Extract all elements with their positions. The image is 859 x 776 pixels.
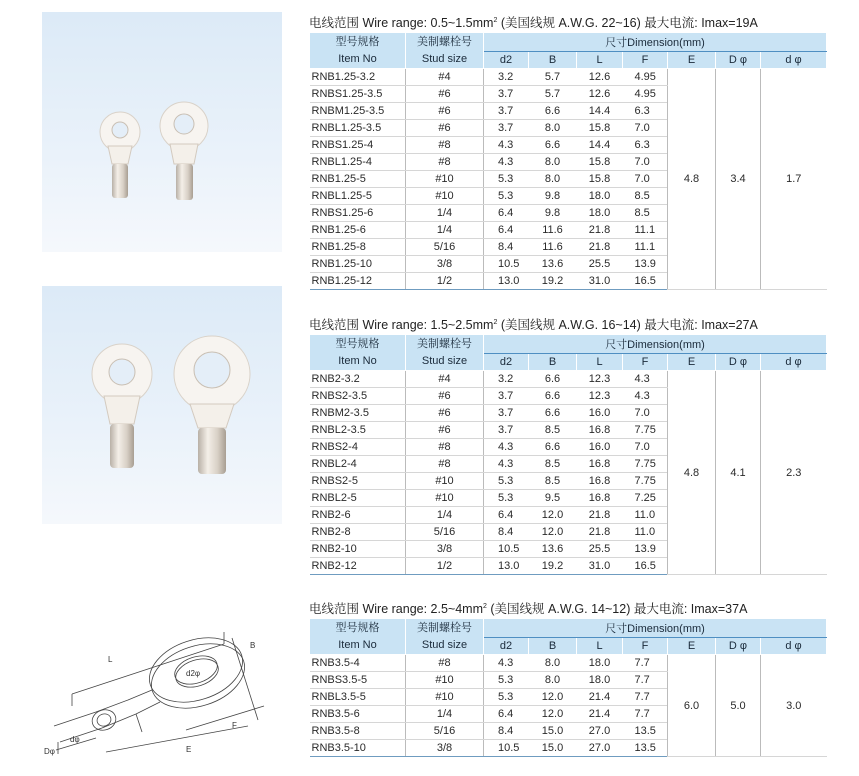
cell-e: 4.8 xyxy=(668,69,716,290)
cell-d2: 4.3 xyxy=(484,137,529,154)
diagram-label-dphi: dφ xyxy=(70,735,80,744)
diagram-label-Dphi: Dφ xyxy=(44,747,55,756)
table-row xyxy=(310,371,827,388)
cell-item-no: RNBS1.25-6 xyxy=(310,205,406,222)
cell-f: 7.7 xyxy=(623,706,668,723)
section-title: 电线范围 Wire range: $2.5\sim 4mm^2$ (美国线规 A.W.G. 14~12) 最大电流: Imax=37A xyxy=(309,602,748,617)
cell-item-no: RNB1.25-8 xyxy=(310,239,406,256)
header-D: D φ xyxy=(716,638,761,655)
header-dphi: d φ xyxy=(761,52,827,69)
cell-stud-size: #6 xyxy=(406,120,484,137)
header-stud-size: 美制螺栓号 Stud size xyxy=(406,335,484,371)
cell-f: 7.0 xyxy=(623,154,668,171)
cell-d2: 13.0 xyxy=(484,558,529,575)
cell-l: 21.4 xyxy=(577,706,623,723)
cell-b: 19.2 xyxy=(529,558,577,575)
cell-b: 15.0 xyxy=(529,740,577,757)
cell-f: 7.75 xyxy=(623,456,668,473)
header-b: B xyxy=(529,638,577,655)
cell-f: 6.3 xyxy=(623,103,668,120)
cell-stud-size: 1/4 xyxy=(406,706,484,723)
cell-D-phi: 5.0 xyxy=(716,655,761,757)
cell-f: 7.0 xyxy=(623,405,668,422)
cell-b: 6.6 xyxy=(529,371,577,388)
cell-stud-size: #6 xyxy=(406,422,484,439)
header-b: B xyxy=(529,52,577,69)
cell-f: 7.7 xyxy=(623,655,668,672)
cell-stud-size: #4 xyxy=(406,69,484,86)
cell-item-no: RNB1.25-10 xyxy=(310,256,406,273)
header-b: B xyxy=(529,354,577,371)
cell-d2: 6.4 xyxy=(484,507,529,524)
cell-d2: 5.3 xyxy=(484,689,529,706)
cell-stud-size: 1/4 xyxy=(406,222,484,239)
header-dphi: d φ xyxy=(761,354,827,371)
cell-d2: 3.7 xyxy=(484,86,529,103)
cell-d2: 4.3 xyxy=(484,655,529,672)
cell-stud-size: #8 xyxy=(406,137,484,154)
cell-l: 21.8 xyxy=(577,222,623,239)
cell-D-phi: 4.1 xyxy=(716,371,761,575)
cell-e: 4.8 xyxy=(668,371,716,575)
cell-l: 31.0 xyxy=(577,273,623,290)
cell-f: 4.3 xyxy=(623,388,668,405)
cell-l: 16.0 xyxy=(577,405,623,422)
cell-f: 16.5 xyxy=(623,558,668,575)
cell-stud-size: #8 xyxy=(406,439,484,456)
cell-b: 9.5 xyxy=(529,490,577,507)
cell-f: 13.5 xyxy=(623,740,668,757)
cell-stud-size: #8 xyxy=(406,456,484,473)
cell-l: 14.4 xyxy=(577,137,623,154)
cell-stud-size: 5/16 xyxy=(406,524,484,541)
cell-d2: 10.5 xyxy=(484,256,529,273)
cell-item-no: RNB3.5-8 xyxy=(310,723,406,740)
cell-l: 25.5 xyxy=(577,256,623,273)
cell-b: 13.6 xyxy=(529,541,577,558)
cell-item-no: RNBS2-5 xyxy=(310,473,406,490)
cell-d2: 8.4 xyxy=(484,239,529,256)
cell-stud-size: #6 xyxy=(406,388,484,405)
cell-l: 25.5 xyxy=(577,541,623,558)
cell-stud-size: 1/4 xyxy=(406,507,484,524)
cell-b: 8.5 xyxy=(529,473,577,490)
cell-b: 12.0 xyxy=(529,689,577,706)
cell-d-phi: 3.0 xyxy=(761,655,827,757)
header-e: E xyxy=(668,52,716,69)
cell-item-no: RNBS2-3.5 xyxy=(310,388,406,405)
header-D: D φ xyxy=(716,52,761,69)
cell-stud-size: 3/8 xyxy=(406,256,484,273)
cell-item-no: RNBL2-4 xyxy=(310,456,406,473)
cell-l: 18.0 xyxy=(577,205,623,222)
cell-d2: 6.4 xyxy=(484,205,529,222)
cell-l: 18.0 xyxy=(577,672,623,689)
spec-table xyxy=(309,32,827,290)
cell-item-no: RNBS1.25-3.5 xyxy=(310,86,406,103)
cell-b: 8.0 xyxy=(529,171,577,188)
cell-b: 6.6 xyxy=(529,388,577,405)
cell-stud-size: #10 xyxy=(406,689,484,706)
cell-b: 6.6 xyxy=(529,103,577,120)
section-title: 电线范围 Wire range: $0.5\sim 1.5mm^2$ (美国线规 A.W.G. 22~16) 最大电流: Imax=19A xyxy=(309,16,758,31)
cell-item-no: RNBS3.5-5 xyxy=(310,672,406,689)
cell-f: 7.7 xyxy=(623,672,668,689)
cell-b: 11.6 xyxy=(529,239,577,256)
cell-item-no: RNBL3.5-5 xyxy=(310,689,406,706)
cell-d2: 6.4 xyxy=(484,222,529,239)
cell-item-no: RNBL1.25-3.5 xyxy=(310,120,406,137)
cell-f: 11.1 xyxy=(623,222,668,239)
cell-item-no: RNBM2-3.5 xyxy=(310,405,406,422)
terminal-photo-small xyxy=(42,12,282,252)
cell-stud-size: #8 xyxy=(406,154,484,171)
cell-b: 6.6 xyxy=(529,405,577,422)
cell-item-no: RNB2-12 xyxy=(310,558,406,575)
cell-b: 12.0 xyxy=(529,524,577,541)
cell-l: 31.0 xyxy=(577,558,623,575)
cell-l: 15.8 xyxy=(577,120,623,137)
cell-stud-size: #10 xyxy=(406,171,484,188)
header-D: D φ xyxy=(716,354,761,371)
cell-item-no: RNB1.25-3.2 xyxy=(310,69,406,86)
cell-d2: 3.7 xyxy=(484,405,529,422)
cell-f: 7.75 xyxy=(623,422,668,439)
cell-f: 8.5 xyxy=(623,188,668,205)
diagram-label-l: L xyxy=(108,655,113,664)
cell-item-no: RNB3.5-10 xyxy=(310,740,406,757)
spec-table xyxy=(309,618,827,757)
header-l: L xyxy=(577,638,623,655)
cell-item-no: RNBM1.25-3.5 xyxy=(310,103,406,120)
header-stud-size: 美制螺栓号 Stud size xyxy=(406,33,484,69)
cell-d2: 3.7 xyxy=(484,120,529,137)
cell-e: 6.0 xyxy=(668,655,716,757)
cell-l: 21.8 xyxy=(577,524,623,541)
cell-f: 16.5 xyxy=(623,273,668,290)
cell-b: 8.5 xyxy=(529,456,577,473)
header-f: F xyxy=(623,52,668,69)
cell-f: 7.7 xyxy=(623,689,668,706)
cell-b: 6.6 xyxy=(529,439,577,456)
cell-f: 4.95 xyxy=(623,69,668,86)
cell-f: 13.5 xyxy=(623,723,668,740)
header-f: F xyxy=(623,354,668,371)
diagram-label-b: B xyxy=(250,641,256,650)
cell-l: 12.3 xyxy=(577,388,623,405)
cell-b: 8.0 xyxy=(529,120,577,137)
cell-d-phi: 2.3 xyxy=(761,371,827,575)
cell-d2: 5.3 xyxy=(484,473,529,490)
cell-l: 16.8 xyxy=(577,456,623,473)
cell-stud-size: #4 xyxy=(406,371,484,388)
header-d2: d2 xyxy=(484,354,529,371)
cell-b: 5.7 xyxy=(529,69,577,86)
cell-d2: 3.7 xyxy=(484,103,529,120)
header-e: E xyxy=(668,638,716,655)
cell-b: 11.6 xyxy=(529,222,577,239)
ring-terminal-dimension-drawing-icon xyxy=(36,602,290,772)
cell-f: 11.1 xyxy=(623,239,668,256)
cell-item-no: RNB2-6 xyxy=(310,507,406,524)
cell-item-no: RNB1.25-5 xyxy=(310,171,406,188)
cell-l: 12.6 xyxy=(577,86,623,103)
cell-stud-size: 1/2 xyxy=(406,558,484,575)
cell-item-no: RNB2-10 xyxy=(310,541,406,558)
diagram-label-d2: d2φ xyxy=(186,669,201,678)
cell-d2: 6.4 xyxy=(484,706,529,723)
cell-D-phi: 3.4 xyxy=(716,69,761,290)
cell-l: 14.4 xyxy=(577,103,623,120)
spec-section xyxy=(309,315,826,575)
cell-f: 13.9 xyxy=(623,541,668,558)
cell-l: 18.0 xyxy=(577,655,623,672)
cell-l: 21.8 xyxy=(577,507,623,524)
cell-d2: 4.3 xyxy=(484,439,529,456)
diagram-label-e: E xyxy=(186,745,192,754)
cell-b: 9.8 xyxy=(529,188,577,205)
header-dphi: d φ xyxy=(761,638,827,655)
cell-d2: 4.3 xyxy=(484,154,529,171)
header-dimension: 尺寸Dimension(mm) xyxy=(484,619,827,638)
cell-b: 12.0 xyxy=(529,706,577,723)
spec-section xyxy=(309,599,826,757)
cell-d2: 13.0 xyxy=(484,273,529,290)
cell-l: 15.8 xyxy=(577,171,623,188)
header-d2: d2 xyxy=(484,52,529,69)
cell-item-no: RNB1.25-12 xyxy=(310,273,406,290)
cell-item-no: RNBS1.25-4 xyxy=(310,137,406,154)
cell-stud-size: 3/8 xyxy=(406,541,484,558)
cell-d2: 4.3 xyxy=(484,456,529,473)
dimension-drawing xyxy=(36,602,290,772)
cell-l: 21.8 xyxy=(577,239,623,256)
cell-stud-size: #6 xyxy=(406,103,484,120)
photo-large-ring-terminals-icon xyxy=(42,286,282,524)
cell-b: 19.2 xyxy=(529,273,577,290)
cell-stud-size: #6 xyxy=(406,86,484,103)
cell-d2: 5.3 xyxy=(484,672,529,689)
header-stud-size: 美制螺栓号 Stud size xyxy=(406,619,484,655)
cell-stud-size: #6 xyxy=(406,405,484,422)
spec-section xyxy=(309,13,826,290)
cell-f: 11.0 xyxy=(623,507,668,524)
cell-f: 8.5 xyxy=(623,205,668,222)
cell-stud-size: 5/16 xyxy=(406,239,484,256)
cell-b: 13.6 xyxy=(529,256,577,273)
cell-d2: 8.4 xyxy=(484,524,529,541)
diagram-label-f: F xyxy=(232,721,237,730)
cell-f: 4.95 xyxy=(623,86,668,103)
cell-l: 18.0 xyxy=(577,188,623,205)
cell-item-no: RNB3.5-6 xyxy=(310,706,406,723)
cell-item-no: RNBL1.25-5 xyxy=(310,188,406,205)
cell-item-no: RNBL2-5 xyxy=(310,490,406,507)
cell-b: 5.7 xyxy=(529,86,577,103)
cell-l: 12.3 xyxy=(577,371,623,388)
header-d2: d2 xyxy=(484,638,529,655)
header-dimension: 尺寸Dimension(mm) xyxy=(484,33,827,52)
cell-b: 8.5 xyxy=(529,422,577,439)
cell-f: 6.3 xyxy=(623,137,668,154)
cell-l: 27.0 xyxy=(577,740,623,757)
cell-d2: 10.5 xyxy=(484,740,529,757)
cell-item-no: RNB1.25-6 xyxy=(310,222,406,239)
header-e: E xyxy=(668,354,716,371)
cell-f: 7.25 xyxy=(623,490,668,507)
cell-b: 9.8 xyxy=(529,205,577,222)
cell-b: 8.0 xyxy=(529,154,577,171)
cell-stud-size: 1/2 xyxy=(406,273,484,290)
cell-l: 15.8 xyxy=(577,154,623,171)
cell-item-no: RNB2-8 xyxy=(310,524,406,541)
table-row xyxy=(310,69,827,86)
table-row xyxy=(310,655,827,672)
cell-f: 7.0 xyxy=(623,171,668,188)
cell-item-no: RNB2-3.2 xyxy=(310,371,406,388)
cell-stud-size: #10 xyxy=(406,490,484,507)
header-l: L xyxy=(577,354,623,371)
header-l: L xyxy=(577,52,623,69)
cell-f: 7.0 xyxy=(623,120,668,137)
cell-stud-size: #10 xyxy=(406,672,484,689)
cell-d2: 3.2 xyxy=(484,69,529,86)
cell-d2: 3.7 xyxy=(484,388,529,405)
header-item-no: 型号规格 Item No xyxy=(310,619,406,655)
cell-item-no: RNBL1.25-4 xyxy=(310,154,406,171)
cell-stud-size: 5/16 xyxy=(406,723,484,740)
cell-d2: 5.3 xyxy=(484,171,529,188)
cell-f: 4.3 xyxy=(623,371,668,388)
cell-stud-size: 3/8 xyxy=(406,740,484,757)
header-item-no: 型号规格 Item No xyxy=(310,33,406,69)
cell-l: 16.8 xyxy=(577,422,623,439)
cell-l: 16.8 xyxy=(577,473,623,490)
photo-small-ring-terminals-icon xyxy=(42,12,282,252)
cell-stud-size: 1/4 xyxy=(406,205,484,222)
cell-d2: 3.2 xyxy=(484,371,529,388)
cell-b: 15.0 xyxy=(529,723,577,740)
cell-l: 16.0 xyxy=(577,439,623,456)
cell-l: 16.8 xyxy=(577,490,623,507)
cell-f: 13.9 xyxy=(623,256,668,273)
cell-b: 8.0 xyxy=(529,655,577,672)
cell-b: 12.0 xyxy=(529,507,577,524)
cell-item-no: RNBS2-4 xyxy=(310,439,406,456)
cell-stud-size: #10 xyxy=(406,188,484,205)
cell-d-phi: 1.7 xyxy=(761,69,827,290)
cell-item-no: RNBL2-3.5 xyxy=(310,422,406,439)
header-dimension: 尺寸Dimension(mm) xyxy=(484,335,827,354)
spec-table xyxy=(309,334,827,575)
cell-l: 27.0 xyxy=(577,723,623,740)
cell-stud-size: #8 xyxy=(406,655,484,672)
cell-d2: 10.5 xyxy=(484,541,529,558)
cell-d2: 8.4 xyxy=(484,723,529,740)
cell-b: 6.6 xyxy=(529,137,577,154)
header-item-no: 型号规格 Item No xyxy=(310,335,406,371)
cell-item-no: RNB3.5-4 xyxy=(310,655,406,672)
header-f: F xyxy=(623,638,668,655)
cell-f: 11.0 xyxy=(623,524,668,541)
section-title: 电线范围 Wire range: $1.5\sim 2.5mm^2$ (美国线规 A.W.G. 16~14) 最大电流: Imax=27A xyxy=(309,318,758,333)
cell-f: 7.0 xyxy=(623,439,668,456)
terminal-photo-large xyxy=(42,286,282,524)
cell-b: 8.0 xyxy=(529,672,577,689)
cell-l: 21.4 xyxy=(577,689,623,706)
cell-stud-size: #10 xyxy=(406,473,484,490)
cell-d2: 3.7 xyxy=(484,422,529,439)
cell-l: 12.6 xyxy=(577,69,623,86)
cell-d2: 5.3 xyxy=(484,490,529,507)
cell-d2: 5.3 xyxy=(484,188,529,205)
cell-f: 7.75 xyxy=(623,473,668,490)
